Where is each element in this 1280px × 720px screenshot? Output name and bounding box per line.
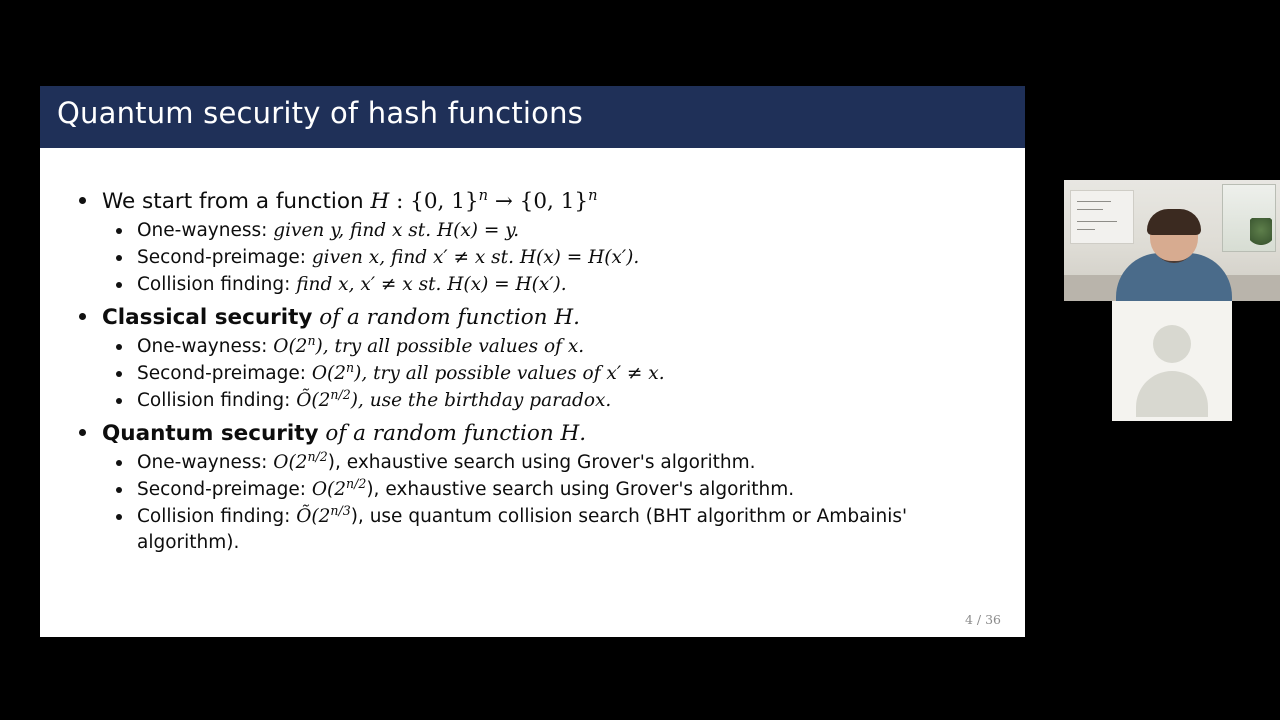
list-item: [102, 334, 995, 361]
list-item: [102, 388, 995, 415]
complexity: O(2: [273, 452, 308, 473]
list-item: [102, 272, 995, 299]
list-item: [70, 418, 995, 558]
bullet-icon: [79, 313, 86, 320]
intro-line: We start from a function H : {0, 1}$^n$ → {0, 1}$^n$: [102, 186, 598, 214]
sub-item-label: One-wayness:: [137, 452, 268, 473]
sub-item-text: ), exhaustive search using Grover's algorithm.: [327, 452, 756, 473]
sub-item-text: given y, find x st. H(x) = y.: [267, 220, 520, 242]
list-item: [70, 302, 995, 415]
classical-security-heading-rest: of a random function H.: [312, 304, 580, 330]
sub-item-label: One-wayness:: [137, 336, 268, 358]
bullet-icon: [116, 255, 122, 261]
avatar-body: [1136, 371, 1208, 417]
sub-item-text: ), use quantum collision search (BHT algorithm or Ambainis' algorithm).: [137, 505, 908, 554]
slide-title-bar: [40, 86, 1025, 148]
page-number: 4 / 36: [964, 612, 1001, 627]
classical-security-heading: Classical security: [102, 304, 313, 330]
complexity-exponent: n/2: [330, 386, 351, 402]
sub-item-label: Second-preimage:: [137, 363, 306, 384]
sub-item-text: ), use the birthday paradox.: [350, 389, 612, 411]
complexity-exponent: n: [346, 359, 355, 375]
sub-item-label: Second-preimage:: [137, 247, 306, 269]
complexity-exponent: n/3: [330, 502, 351, 518]
complexity: Õ(2: [296, 505, 331, 527]
sub-item-label: One-wayness:: [137, 220, 268, 242]
page-title: Quantum security of hash functions: [57, 96, 583, 130]
bullet-icon: [116, 344, 122, 350]
bullet-icon: [79, 429, 86, 436]
speaker-video-tile[interactable]: [1064, 180, 1280, 301]
complexity: O(2: [311, 363, 346, 384]
avatar: [1153, 325, 1191, 363]
sub-item-label: Second-preimage:: [137, 478, 306, 500]
list-item: [102, 504, 995, 558]
complexity: O(2: [311, 478, 346, 500]
function-symbol: H: [370, 189, 390, 214]
quantum-security-heading-rest: of a random function H.: [318, 420, 587, 446]
sub-item-text: ), exhaustive search using Grover's algorithm.: [366, 478, 795, 500]
bullet-icon: [116, 460, 122, 466]
sub-item-label: Collision finding:: [137, 274, 291, 295]
bullet-list-level2: [102, 450, 995, 557]
plant: [1250, 218, 1272, 248]
bullet-icon: [79, 197, 86, 204]
list-item: [102, 245, 995, 272]
bullet-list-level2: [102, 218, 995, 298]
list-item: [70, 186, 995, 299]
sub-item-text: ), try all possible values of x.: [315, 336, 585, 358]
bullet-list-level1: [70, 186, 995, 557]
bullet-icon: [116, 514, 122, 520]
bullet-icon: [116, 282, 122, 288]
list-item: [102, 477, 995, 504]
quantum-security-heading: Quantum security: [102, 420, 319, 446]
slide-content: [40, 148, 1025, 637]
complexity-exponent: n: [307, 333, 316, 349]
bullet-list-level2: [102, 334, 995, 414]
bullet-icon: [116, 228, 122, 234]
presentation-slide: [40, 86, 1025, 637]
bullet-icon: [116, 398, 122, 404]
sub-item-text: ), try all possible values of x′ ≠ x.: [354, 363, 665, 384]
complexity-exponent: n/2: [307, 448, 328, 464]
bullet-icon: [116, 487, 122, 493]
complexity-exponent: n/2: [346, 475, 367, 491]
sub-item-label: Collision finding:: [137, 389, 291, 411]
list-item: [102, 361, 995, 388]
sub-item-label: Collision finding:: [137, 505, 291, 527]
sub-item-text: given x, find x′ ≠ x st. H(x) = H(x′).: [305, 247, 640, 269]
complexity: Õ(2: [296, 389, 331, 411]
list-item: [102, 218, 995, 245]
speaker-hair: [1147, 209, 1201, 235]
list-item: [102, 450, 995, 477]
complexity: O(2: [273, 336, 308, 358]
whiteboard: [1070, 190, 1134, 244]
bullet-icon: [116, 371, 122, 377]
participant-video-tile[interactable]: [1112, 301, 1232, 421]
sub-item-text: find x, x′ ≠ x st. H(x) = H(x′).: [290, 274, 567, 295]
